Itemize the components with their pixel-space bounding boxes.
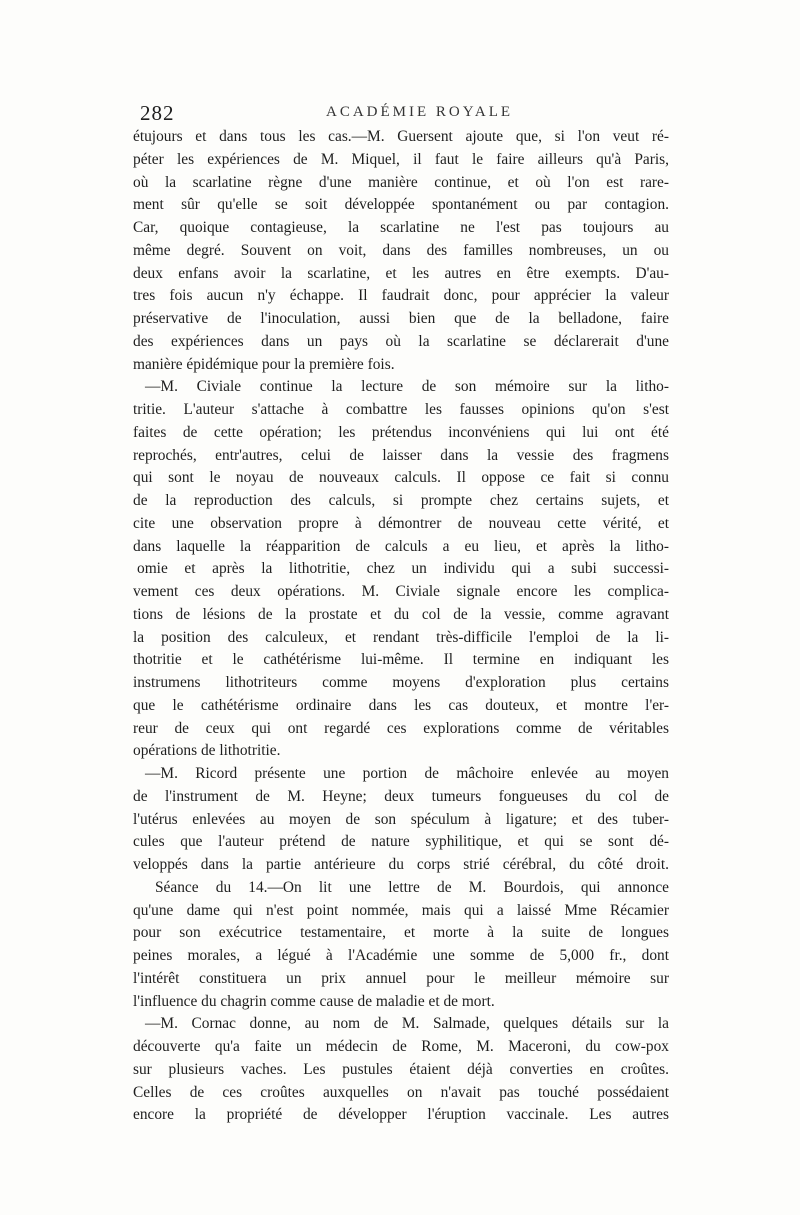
text-line: instrumens lithotriteurs comme moyens d'exploration plus certains: [133, 674, 669, 691]
text-line: peines morales, a légué à l'Académie une somme de 5,000 fr., dont: [133, 947, 669, 964]
text-line: même degré. Souvent on voit, dans des familles nombreuses, un ou: [133, 241, 669, 259]
text-line: tions de lésions de la prostate et du col de la vessie, comme agravant: [133, 605, 669, 623]
body-text: [133, 126, 669, 1127]
text-line: péter les expériences de M. Miquel, il faut le faire ailleurs qu'à Paris,: [133, 150, 669, 168]
text-line: omie et après la lithotritie, chez un individu qui a subi successi-: [137, 560, 669, 578]
text-line: de l'instrument de M. Heyne; deux tumeurs fongueuses du col de: [133, 787, 669, 805]
text-line: préservative de l'inoculation, aussi bien que de la belladone, faire: [133, 310, 669, 327]
text-line: opérations de lithotritie.: [133, 742, 281, 760]
text-line: Car, quoique contagieuse, la scarlatine ne l'est pas toujours au: [133, 219, 669, 236]
text-line: manière épidémique pour la première fois.: [133, 355, 395, 373]
text-line: sur plusieurs vaches. Les pustules étaient déjà converties en croûtes.: [133, 1060, 669, 1078]
text-line: cules que l'auteur prétend de nature syphilitique, et qui se sont dé-: [133, 833, 669, 851]
text-line: pour son exécutrice testamentaire, et morte à la suite de longues: [133, 924, 669, 942]
text-line: la position des calculeux, et rendant très-difficile l'emploi de la li-: [133, 628, 669, 646]
text-line: découverte qu'a faite un médecin de Rome, M. Maceroni, du cow-pox: [133, 1038, 669, 1055]
text-line: reprochés, entr'autres, celui de laisser dans la vessie des fragmens: [133, 446, 669, 464]
text-line: où la scarlatine règne d'une manière continue, et où l'on est rare-: [133, 173, 669, 191]
text-line: qu'une dame qui n'est point nommée, mais qui a laissé Mme Récamier: [133, 901, 669, 919]
page-header: [140, 101, 670, 127]
text-line: Celles de ces croûtes auxquelles on n'avait pas touché possédaient: [133, 1083, 669, 1101]
text-line: de la reproduction des calculs, si prompte chez certains sujets, et: [133, 492, 669, 509]
text-line: des expériences dans un pays où la scarlatine se déclarerait d'une: [133, 332, 669, 350]
text-line: l'influence du chagrin comme cause de maladie et de mort.: [133, 992, 495, 1010]
text-line: que le cathétérisme ordinaire dans les cas douteux, et montre l'er-: [133, 696, 669, 714]
paragraph-start-line: —M. Cornac donne, au nom de M. Salmade, quelques détails sur la: [145, 1015, 669, 1033]
text-line: dans laquelle la réapparition de calculs a eu lieu, et après la litho-: [133, 537, 669, 555]
page-number: 282: [140, 101, 175, 125]
text-line: l'utérus enlevées au moyen de son spéculum à ligature; et des tuber-: [133, 810, 669, 828]
text-line: étujours et dans tous les cas.—M. Guersent ajoute que, si l'on veut ré-: [133, 128, 669, 145]
text-line: qui sont le noyau de nouveaux calculs. Il oppose ce fait si connu: [133, 469, 669, 487]
text-line: faites de cette opération; les prétendus inconvéniens qui lui ont été: [133, 423, 669, 441]
text-line: cite une observation propre à démontrer de nouveau cette vérité, et: [133, 514, 669, 532]
text-line: vement ces deux opérations. M. Civiale signale encore les complica-: [133, 583, 669, 600]
running-head: ACADÉMIE ROYALE: [326, 104, 514, 120]
text-line: veloppés dans la partie antérieure du corps strié cérébral, du côté droit.: [133, 856, 669, 873]
text-line: ment sûr qu'elle se soit développée spontanément ou par contagion.: [133, 196, 669, 214]
text-line: tritie. L'auteur s'attache à combattre les fausses opinions qu'on s'est: [133, 401, 669, 418]
text-line: tres fois aucun n'y échappe. Il faudrait donc, pour apprécier la valeur: [133, 287, 669, 305]
text-line: l'intérêt constituera un prix annuel pour le meilleur mémoire sur: [133, 969, 669, 987]
paragraph-start-line: —M. Civiale continue la lecture de son mémoire sur la litho-: [145, 378, 669, 396]
text-line: deux enfans avoir la scarlatine, et les autres en être exempts. D'au-: [133, 264, 669, 282]
paragraph-start-line: —M. Ricord présente une portion de mâchoire enlevée au moyen: [145, 765, 669, 782]
text-line: reur de ceux qui ont regardé ces explorations comme de véritables: [133, 719, 669, 737]
text-line: encore la propriété de développer l'éruption vaccinale. Les autres: [133, 1106, 669, 1124]
paragraph-start-line: Séance du 14.—On lit une lettre de M. Bourdois, qui annonce: [155, 878, 669, 896]
text-line: thotritie et le cathétérisme lui-même. Il termine en indiquant les: [133, 651, 669, 669]
